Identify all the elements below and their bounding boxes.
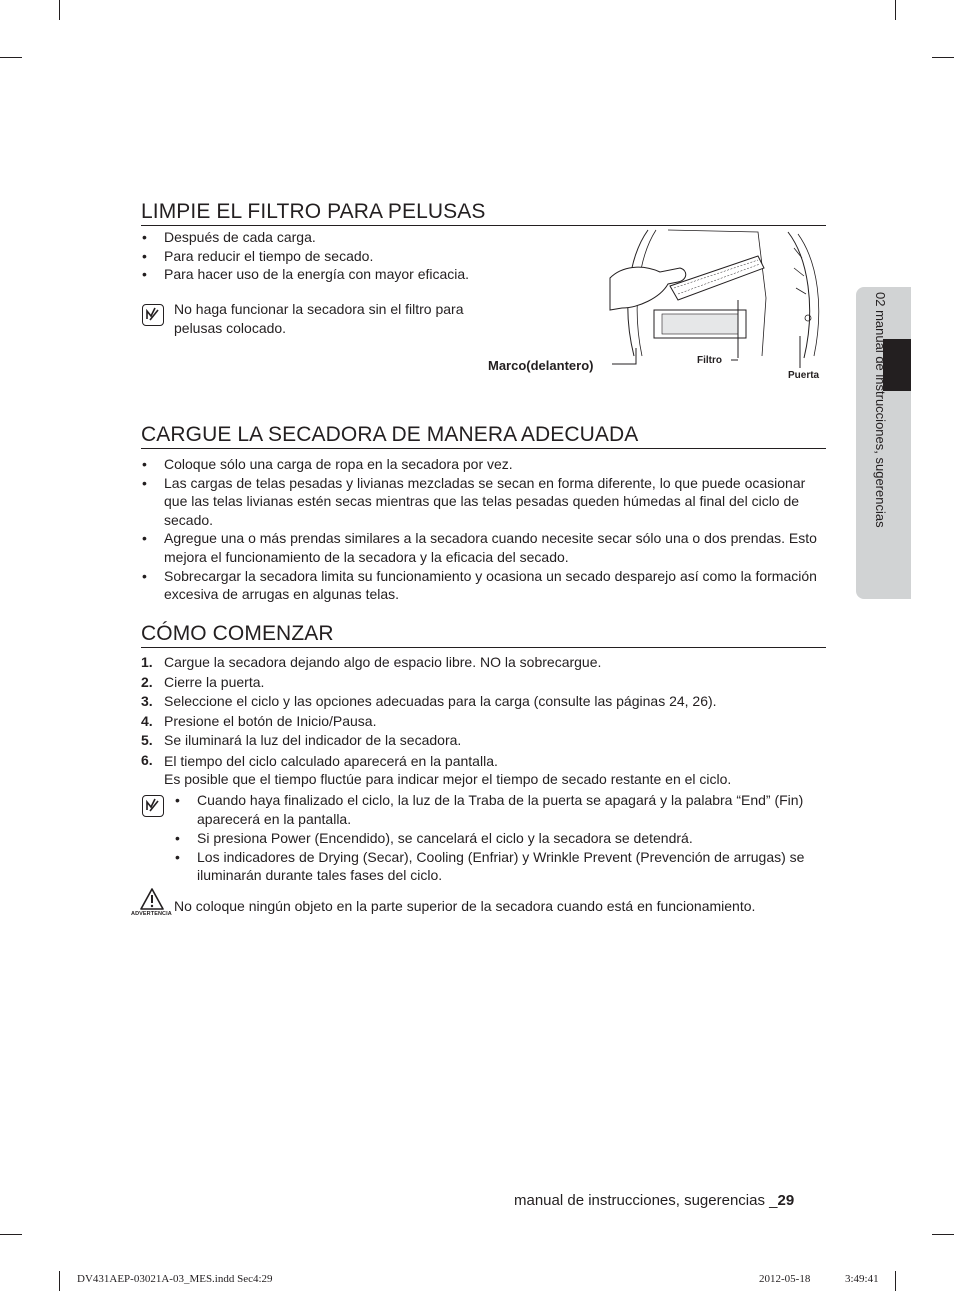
crop-mark [895, 0, 896, 20]
list-item: 1. Cargue la secadora dejando algo de espacio libre. NO la sobrecargue. [141, 654, 602, 670]
label-door: Puerta [788, 370, 820, 381]
note-icon [142, 795, 164, 817]
list-item: 3. Seleccione el ciclo y las opciones adecuadas para la carga (consulte las páginas 24, 26). [141, 693, 717, 710]
footer-text: manual de instrucciones, sugerencias _ [514, 1192, 778, 1209]
start-steps [141, 653, 831, 789]
list-item: • Los indicadores de Drying (Secar), Cooling (Enfriar) y Wrinkle Prevent (Prevención de arrugas) se iluminarán durante tales fases del ciclo. [174, 848, 824, 885]
slug-file: DV431AEP-03021A-03_MES.indd Sec4:29 [77, 1273, 273, 1285]
lint-bullets [141, 228, 501, 284]
lint-note: No haga funcionar la secadora sin el filtro para pelusas colocado. [174, 301, 464, 336]
list-item: • Después de cada carga. [141, 228, 501, 247]
section-title-lint: LIMPIE EL FILTRO PARA PELUSAS [141, 200, 826, 226]
crop-mark [59, 0, 60, 20]
side-tab-label: 02 manual de instrucciones, sugerencias [873, 292, 888, 528]
list-item: • Si presiona Power (Encendido), se cancelará el ciclo y la secadora se detendrá. [174, 829, 824, 848]
label-filter: Filtro [697, 355, 722, 366]
list-item: 6. El tiempo del ciclo calculado aparecerá en la pantalla. Es posible que el tiempo fluctúe para indicar mejor el tiempo de secado restante en el ciclo. [141, 751, 732, 788]
list-item: • Para reducir el tiempo de secado. [141, 247, 501, 266]
section-title-start: CÓMO COMENZAR [141, 622, 826, 648]
list-item: 2. Cierre la puerta. [141, 673, 265, 690]
crop-mark [895, 1271, 896, 1291]
crop-mark [59, 1271, 60, 1291]
crop-mark [0, 1234, 22, 1235]
list-item: 5. Se iluminará la luz del indicador de la secadora. [141, 732, 462, 749]
page-number: 29 [777, 1192, 795, 1209]
label-frame: Marco(delantero) [488, 358, 594, 373]
crop-mark [932, 1234, 954, 1235]
note-icon [142, 304, 164, 326]
page-footer [514, 1192, 794, 1209]
crop-mark [0, 57, 22, 58]
section-title-load: CARGUE LA SECADORA DE MANERA ADECUADA [141, 423, 826, 449]
list-item: • Las cargas de telas pesadas y livianas mezcladas se secan en forma diferente, lo que puede ocasionar que las telas livianas estén secas mientras que las telas pesadas queden húmedas al final del ciclo de secado. [141, 474, 825, 530]
list-item: • Sobrecargar la secadora limita su funcionamiento y ocasiona un secado desparejo así como la formación excesiva de arrugas en algunas telas. [141, 567, 825, 604]
warning-icon [139, 887, 165, 911]
slug-date: 2012-05-18 [759, 1273, 811, 1285]
list-item: • Cuando haya finalizado el ciclo, la luz de la Traba de la puerta se apagará y la palabra “End” (Fin) aparecerá en la pantalla. [174, 791, 824, 828]
list-item: • Coloque sólo una carga de ropa en la secadora por vez. [141, 455, 825, 474]
slug-time: 3:49:41 [845, 1273, 879, 1285]
list-item: • Agregue una o más prendas similares a la secadora cuando necesite secar sólo una o dos prendas. Esto mejora el funcionamiento de la secadora y la eficacia del secado. [141, 529, 825, 566]
load-bullets [141, 455, 825, 604]
list-item: 4. Presione el botón de Inicio/Pausa. [141, 712, 377, 729]
crop-mark [932, 57, 954, 58]
warning-label: ADVERTENCIA [131, 911, 172, 917]
list-item: • Para hacer uso de la energía con mayor eficacia. [141, 265, 501, 284]
lint-filter-illustration [608, 228, 828, 370]
warning-text: No coloque ningún objeto en la parte superior de la secadora cuando está en funcionamiento. [174, 898, 756, 914]
start-notes [174, 791, 824, 885]
